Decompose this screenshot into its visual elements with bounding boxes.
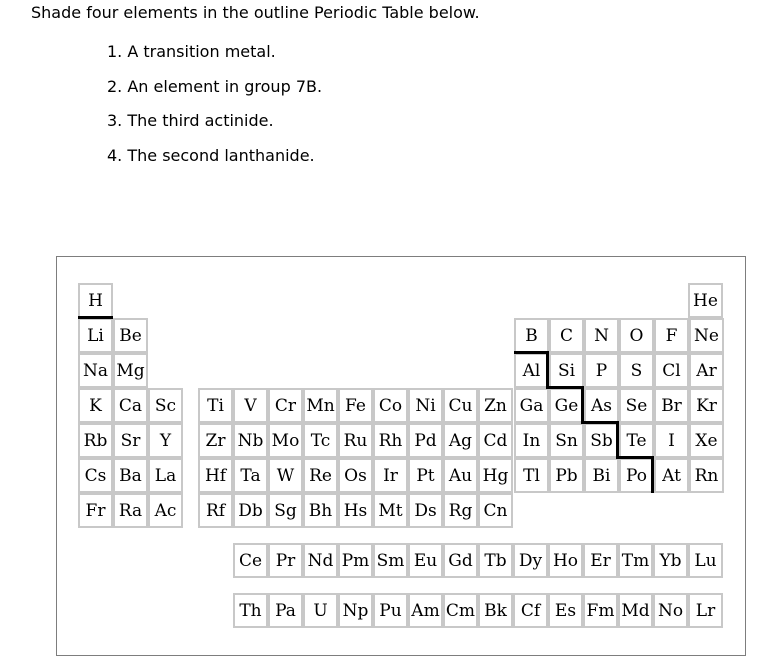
element-cell-ag[interactable]: Ag	[443, 423, 478, 458]
element-cell-tl[interactable]: Tl	[514, 458, 549, 493]
hydrogen-divider-line	[78, 316, 113, 319]
element-cell-rn[interactable]: Rn	[689, 458, 724, 493]
element-cell-ga[interactable]: Ga	[514, 388, 549, 423]
element-cell-dy[interactable]: Dy	[513, 543, 548, 578]
element-cell-ti[interactable]: Ti	[198, 388, 233, 423]
element-cell-np[interactable]: Np	[338, 593, 373, 628]
element-cell-cn[interactable]: Cn	[478, 493, 513, 528]
element-cell-sb[interactable]: Sb	[584, 423, 619, 458]
element-cell-hs[interactable]: Hs	[338, 493, 373, 528]
element-cell-gd[interactable]: Gd	[443, 543, 478, 578]
element-cell-s[interactable]: S	[619, 353, 654, 388]
element-cell-o[interactable]: O	[619, 318, 654, 353]
element-cell-li[interactable]: Li	[78, 318, 113, 353]
element-cell-xe[interactable]: Xe	[689, 423, 724, 458]
element-cell-sn[interactable]: Sn	[549, 423, 584, 458]
task-third-actinide: 3. The third actinide.	[107, 111, 274, 130]
element-cell-he[interactable]: He	[688, 283, 723, 318]
element-cell-ca[interactable]: Ca	[113, 388, 148, 423]
element-cell-pr[interactable]: Pr	[268, 543, 303, 578]
metal-divider-h4	[616, 456, 654, 459]
element-cell-in[interactable]: In	[514, 423, 549, 458]
element-cell-lu[interactable]: Lu	[688, 543, 723, 578]
element-cell-ar[interactable]: Ar	[689, 353, 724, 388]
element-cell-mn[interactable]: Mn	[303, 388, 338, 423]
element-cell-tc[interactable]: Tc	[303, 423, 338, 458]
element-cell-er[interactable]: Er	[583, 543, 618, 578]
element-cell-mo[interactable]: Mo	[268, 423, 303, 458]
element-cell-db[interactable]: Db	[233, 493, 268, 528]
element-cell-c[interactable]: C	[549, 318, 584, 353]
element-cell-tb[interactable]: Tb	[478, 543, 513, 578]
element-cell-u[interactable]: U	[303, 593, 338, 628]
element-cell-si[interactable]: Si	[549, 353, 584, 388]
element-cell-fr[interactable]: Fr	[78, 493, 113, 528]
element-cell-sr[interactable]: Sr	[113, 423, 148, 458]
element-cell-se[interactable]: Se	[619, 388, 654, 423]
element-cell-k[interactable]: K	[78, 388, 113, 423]
element-cell-be[interactable]: Be	[113, 318, 148, 353]
element-cell-md[interactable]: Md	[618, 593, 653, 628]
element-cell-th[interactable]: Th	[233, 593, 268, 628]
element-cell-hg[interactable]: Hg	[478, 458, 513, 493]
element-cell-ba[interactable]: Ba	[113, 458, 148, 493]
element-cell-v[interactable]: V	[233, 388, 268, 423]
element-cell-cr[interactable]: Cr	[268, 388, 303, 423]
element-cell-kr[interactable]: Kr	[689, 388, 724, 423]
element-cell-nd[interactable]: Nd	[303, 543, 338, 578]
element-cell-w[interactable]: W	[268, 458, 303, 493]
element-cell-pt[interactable]: Pt	[408, 458, 443, 493]
element-cell-eu[interactable]: Eu	[408, 543, 443, 578]
element-cell-ds[interactable]: Ds	[408, 493, 443, 528]
element-cell-au[interactable]: Au	[443, 458, 478, 493]
element-cell-cm[interactable]: Cm	[443, 593, 478, 628]
element-cell-h[interactable]: H	[78, 283, 113, 318]
element-cell-bi[interactable]: Bi	[584, 458, 619, 493]
element-cell-po[interactable]: Po	[619, 458, 654, 493]
instruction-text: Shade four elements in the outline Periodic Table below.	[31, 3, 480, 22]
element-cell-na[interactable]: Na	[78, 353, 113, 388]
element-cell-as[interactable]: As	[584, 388, 619, 423]
element-cell-rf[interactable]: Rf	[198, 493, 233, 528]
element-cell-mg[interactable]: Mg	[113, 353, 148, 388]
element-cell-te[interactable]: Te	[619, 423, 654, 458]
element-cell-la[interactable]: La	[148, 458, 183, 493]
element-cell-am[interactable]: Am	[408, 593, 443, 628]
task-second-lanthanide: 4. The second lanthanide.	[107, 146, 315, 165]
element-cell-ac[interactable]: Ac	[148, 493, 183, 528]
element-cell-ce[interactable]: Ce	[233, 543, 268, 578]
element-cell-bk[interactable]: Bk	[478, 593, 513, 628]
metal-divider-h3	[581, 421, 619, 424]
element-cell-no[interactable]: No	[653, 593, 688, 628]
element-cell-cd[interactable]: Cd	[478, 423, 513, 458]
element-cell-rh[interactable]: Rh	[373, 423, 408, 458]
element-cell-cs[interactable]: Cs	[78, 458, 113, 493]
metal-divider-v3	[616, 421, 619, 458]
metal-divider-h2	[546, 386, 584, 389]
metal-divider-h1	[514, 351, 549, 354]
element-cell-mt[interactable]: Mt	[373, 493, 408, 528]
element-cell-ru[interactable]: Ru	[338, 423, 373, 458]
task-group-7b: 2. An element in group 7B.	[107, 77, 323, 96]
element-cell-cu[interactable]: Cu	[443, 388, 478, 423]
element-cell-p[interactable]: P	[584, 353, 619, 388]
element-cell-cl[interactable]: Cl	[654, 353, 689, 388]
element-cell-zn[interactable]: Zn	[478, 388, 513, 423]
element-cell-y[interactable]: Y	[148, 423, 183, 458]
element-cell-nb[interactable]: Nb	[233, 423, 268, 458]
element-cell-zr[interactable]: Zr	[198, 423, 233, 458]
element-cell-ir[interactable]: Ir	[373, 458, 408, 493]
element-cell-pb[interactable]: Pb	[549, 458, 584, 493]
task-transition-metal: 1. A transition metal.	[107, 42, 276, 61]
metal-divider-v4	[651, 456, 654, 493]
element-cell-pm[interactable]: Pm	[338, 543, 373, 578]
element-cell-f[interactable]: F	[654, 318, 689, 353]
element-cell-cf[interactable]: Cf	[513, 593, 548, 628]
element-cell-os[interactable]: Os	[338, 458, 373, 493]
element-cell-sc[interactable]: Sc	[148, 388, 183, 423]
element-cell-fm[interactable]: Fm	[583, 593, 618, 628]
element-cell-b[interactable]: B	[514, 318, 549, 353]
element-cell-pd[interactable]: Pd	[408, 423, 443, 458]
metal-divider-v2	[581, 386, 584, 423]
element-cell-br[interactable]: Br	[654, 388, 689, 423]
element-cell-tm[interactable]: Tm	[618, 543, 653, 578]
element-cell-sm[interactable]: Sm	[373, 543, 408, 578]
element-cell-ni[interactable]: Ni	[408, 388, 443, 423]
metal-divider-v1	[546, 351, 549, 388]
element-cell-fe[interactable]: Fe	[338, 388, 373, 423]
element-cell-pu[interactable]: Pu	[373, 593, 408, 628]
element-cell-re[interactable]: Re	[303, 458, 338, 493]
element-cell-rb[interactable]: Rb	[78, 423, 113, 458]
element-cell-co[interactable]: Co	[373, 388, 408, 423]
element-cell-ge[interactable]: Ge	[549, 388, 584, 423]
element-cell-ra[interactable]: Ra	[113, 493, 148, 528]
element-cell-ta[interactable]: Ta	[233, 458, 268, 493]
element-cell-ne[interactable]: Ne	[689, 318, 724, 353]
element-cell-i[interactable]: I	[654, 423, 689, 458]
element-cell-n[interactable]: N	[584, 318, 619, 353]
element-cell-ho[interactable]: Ho	[548, 543, 583, 578]
element-cell-yb[interactable]: Yb	[653, 543, 688, 578]
element-cell-at[interactable]: At	[654, 458, 689, 493]
element-cell-al[interactable]: Al	[514, 353, 549, 388]
element-cell-rg[interactable]: Rg	[443, 493, 478, 528]
element-cell-es[interactable]: Es	[548, 593, 583, 628]
element-cell-sg[interactable]: Sg	[268, 493, 303, 528]
element-cell-lr[interactable]: Lr	[688, 593, 723, 628]
element-cell-hf[interactable]: Hf	[198, 458, 233, 493]
element-cell-pa[interactable]: Pa	[268, 593, 303, 628]
element-cell-bh[interactable]: Bh	[303, 493, 338, 528]
